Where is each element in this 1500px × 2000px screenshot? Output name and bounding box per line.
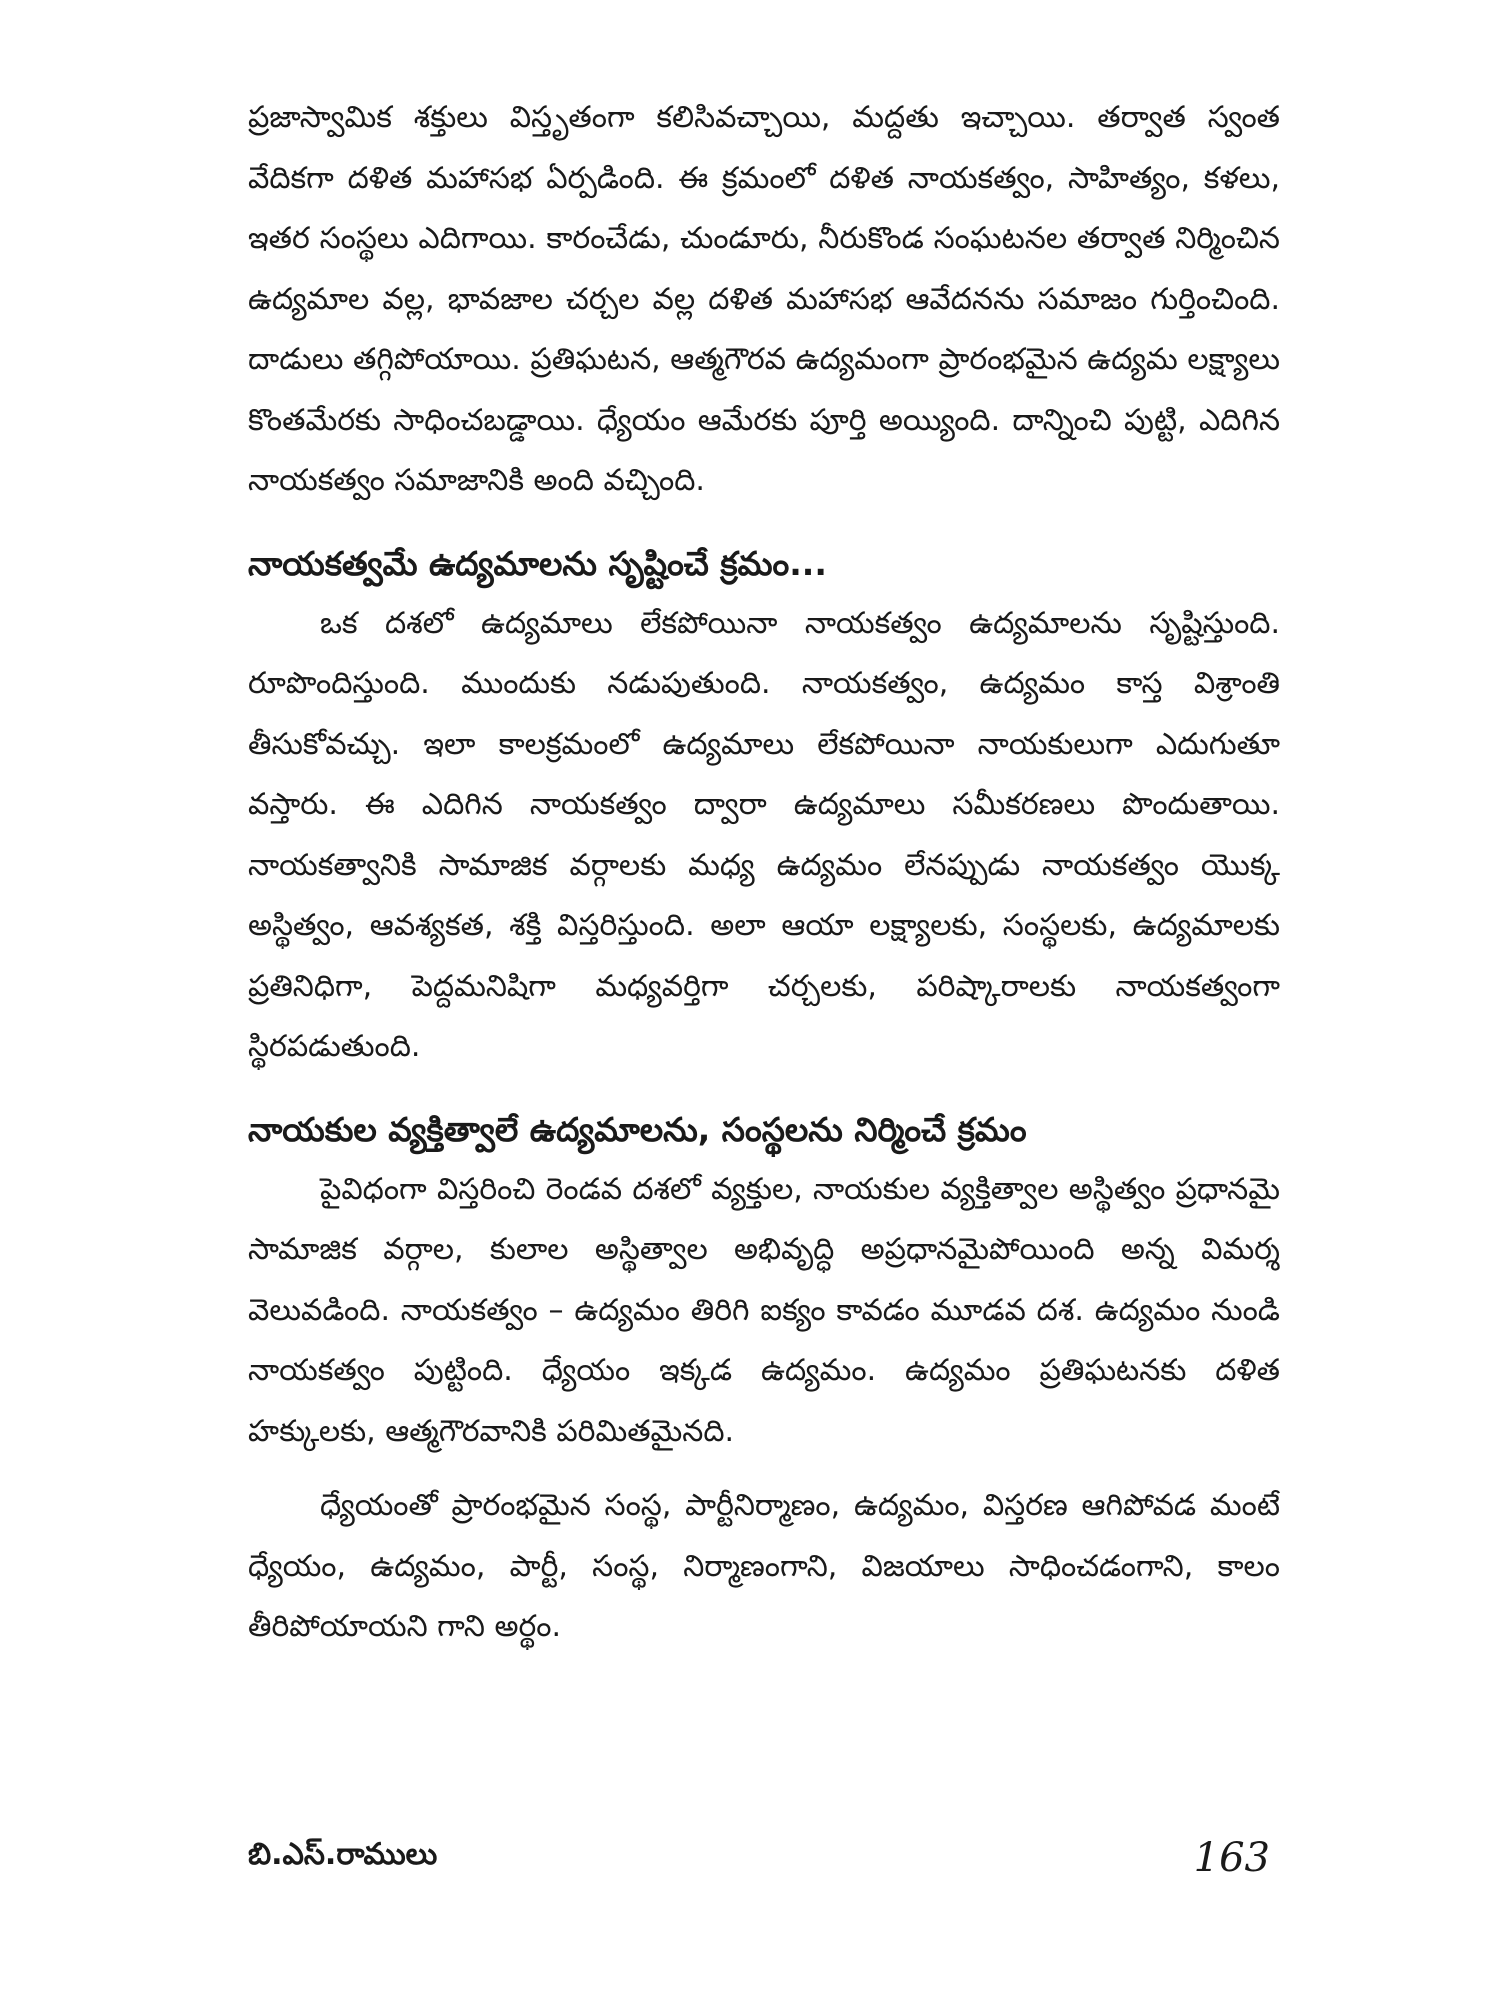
page-footer: [248, 1828, 1280, 1888]
intro-paragraph: ప్రజాస్వామిక శక్తులు విస్తృతంగా కలిసివచ్చాయి, మద్దతు ఇచ్చాయి. తర్వాత స్వంత వేదికగా దళిత మహాసభ ఏర్పడింది. ఈ క్రమంలో దళిత నాయకత్వం, సాహిత్యం, కళలు, ఇతర సంస్థలు ఎదిగాయి. కారంచేడు, చుండూరు, నీరుకొండ సంఘటనల తర్వాత నిర్మించిన ఉద్యమాల వల్ల, భావజాల చర్చల వల్ల దళిత మహాసభ ఆవేదనను సమాజం గుర్తించింది. దాడులు తగ్గిపోయాయి. ప్రతిఘటన, ఆత్మగౌరవ ఉద్యమంగా ప్రారంభమైన ఉద్యమ లక్ష్యాలు కొంతమేరకు సాధించబడ్డాయి. ధ్యేయం ఆమేరకు పూర్తి అయ్యింది. దాన్నించి పుట్టి, ఎదిగిన నాయకత్వం సమాజానికి అంది వచ్చింది.: [248, 100, 1280, 498]
section2-paragraph: పైవిధంగా విస్తరించి రెండవ దశలో వ్యక్తుల, నాయకుల వ్యక్తిత్వాల అస్థిత్వం ప్రధానమై సామాజిక వర్గాల, కులాల అస్థిత్వాల అభివృద్ధి అప్రధానమైపోయింది అన్న విమర్శ వెలువడింది. నాయకత్వం – ఉద్యమం తిరిగి ఐక్యం కావడం మూడవ దశ. ఉద్యమం నుండి నాయకత్వం పుట్టింది. ధ్యేయం ఇక్కడ ఉద్యమం. ఉద్యమం ప్రతిఘటనకు దళిత హక్కులకు, ఆత్మగౌరవానికి పరిమితమైనది.: [248, 1171, 1280, 1449]
book-page: [248, 88, 1280, 1928]
section-heading-leaders-personalities-build-movements: నాయకుల వ్యక్తిత్వాలే ఉద్యమాలను, సంస్థలను నిర్మించే క్రమం: [248, 1109, 1027, 1149]
section-heading-leadership-creates-movements: నాయకత్వమే ఉద్యమాలను సృష్టించే క్రమం...: [248, 543, 827, 583]
section1-paragraph: ఒక దశలో ఉద్యమాలు లేకపోయినా నాయకత్వం ఉద్యమాలను సృష్టిస్తుంది. రూపొందిస్తుంది. ముందుకు నడుపుతుంది. నాయకత్వం, ఉద్యమం కాస్త విశ్రాంతి తీసుకోవచ్చు. ఇలా కాలక్రమంలో ఉద్యమాలు లేకపోయినా నాయకులుగా ఎదుగుతూ వస్తారు. ఈ ఎదిగిన నాయకత్వం ద్వారా ఉద్యమాలు సమీకరణలు పొందుతాయి. నాయకత్వానికి సామాజిక వర్గాలకు మధ్య ఉద్యమం లేనప్పుడు నాయకత్వం యొక్క అస్థిత్వం, ఆవశ్యకత, శక్తి విస్తరిస్తుంది. అలా ఆయా లక్ష్యాలకు, సంస్థలకు, ఉద్యమాలకు ప్రతినిధిగా, పెద్దమనిషిగా మధ్యవర్తిగా చర్చలకు, పరిష్కారాలకు నాయకత్వంగా స్థిరపడుతుంది.: [248, 605, 1280, 1064]
page-number: 163: [1193, 1835, 1270, 1881]
author-name: బి.ఎస్.రాములు: [248, 1837, 438, 1872]
closing-paragraph: ధ్యేయంతో ప్రారంభమైన సంస్థ, పార్టీనిర్మాణం, ఉద్యమం, విస్తరణ ఆగిపోవడ మంటే ధ్యేయం, ఉద్యమం, పార్టీ, సంస్థ, నిర్మాణంగాని, విజయాలు సాధించడంగాని, కాలం తీరిపోయాయని గాని అర్థం.: [248, 1488, 1280, 1644]
